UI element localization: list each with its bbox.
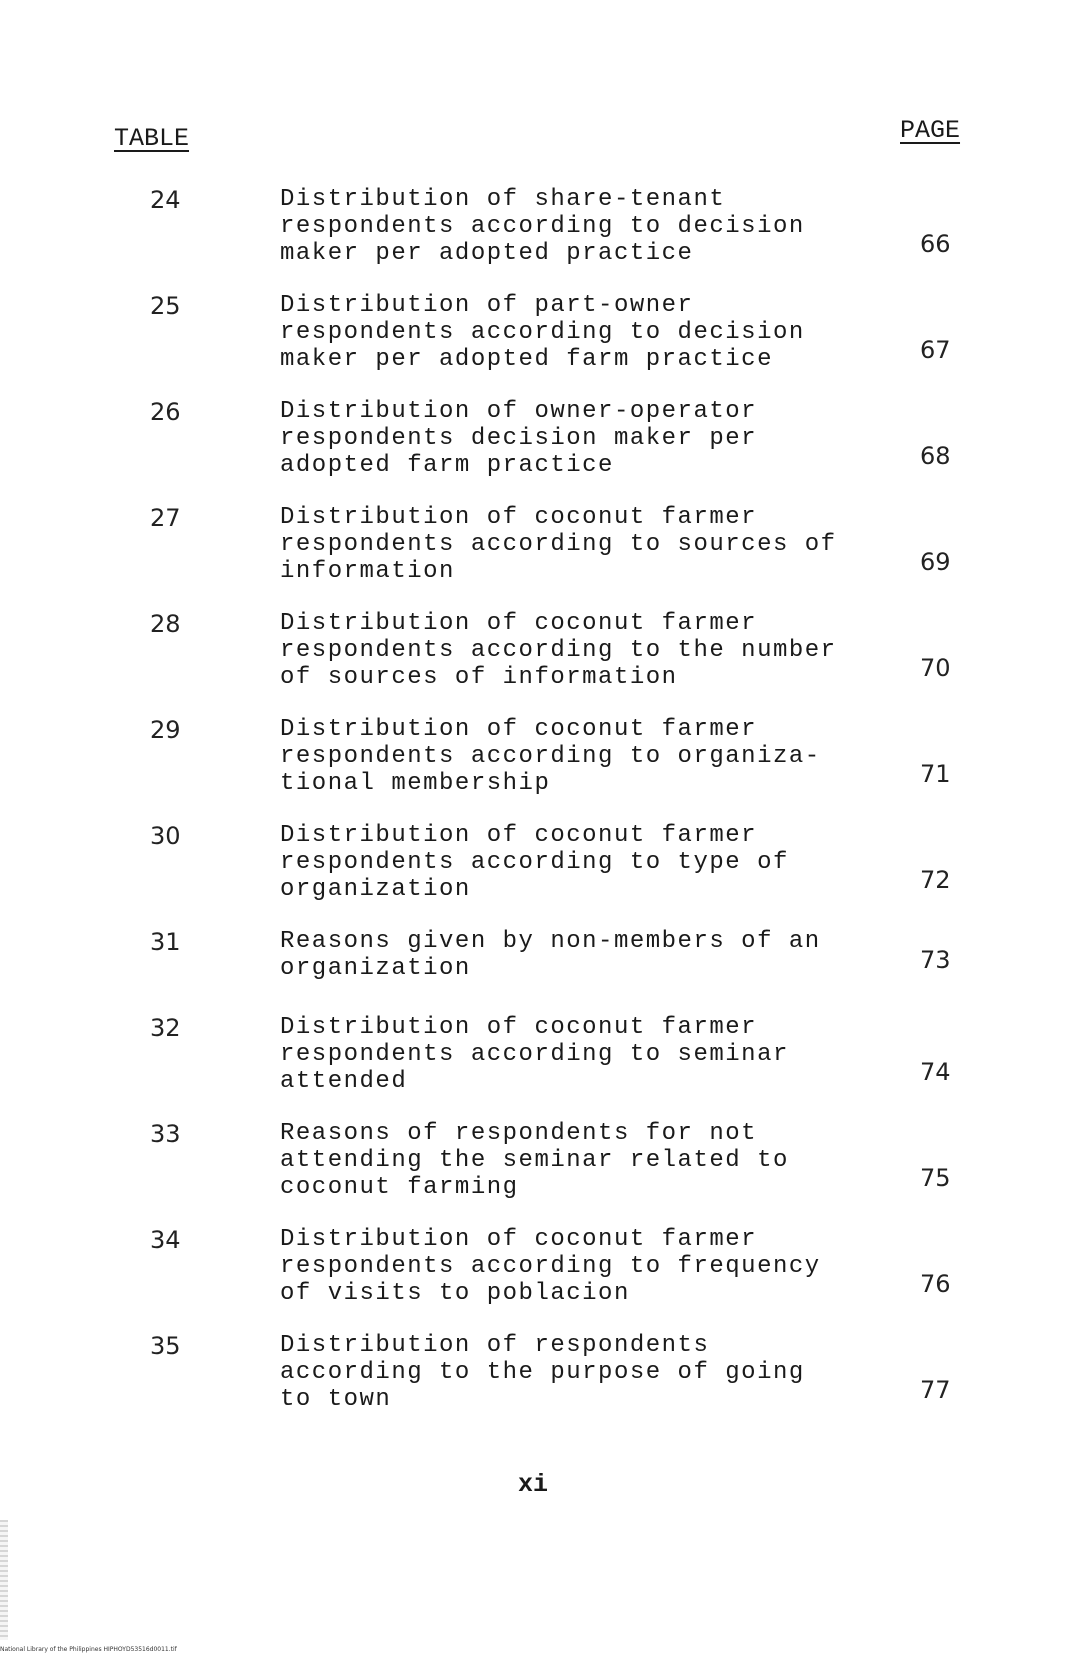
table-description: Distribution of owner-operator respondents decision maker per adopted farm practice [280, 398, 758, 479]
table-description: Distribution of share-tenant respondents according to decision maker per adopted practice [280, 186, 805, 267]
table-description: Reasons of respondents for not attending the seminar related to coconut farming [280, 1120, 789, 1201]
page-number: 66 [920, 230, 951, 258]
table-description: Distribution of part-owner respondents according to decision maker per adopted farm practice [280, 292, 805, 373]
table-column-heading: TABLE [114, 124, 190, 153]
table-number: 34 [150, 1226, 181, 1254]
page-number: 71 [920, 760, 951, 788]
table-description: Distribution of coconut farmer respondents according to frequency of visits to poblacion [280, 1226, 821, 1307]
table-number: 35 [150, 1332, 181, 1360]
table-number: 31 [150, 928, 181, 956]
table-description: Distribution of respondents according to the purpose of going to town [280, 1332, 805, 1413]
table-description: Distribution of coconut farmer respondents according to seminar attended [280, 1014, 789, 1095]
table-number: 28 [150, 610, 181, 638]
table-number: 33 [150, 1120, 181, 1148]
table-number: 24 [150, 186, 181, 214]
table-number: 29 [150, 716, 181, 744]
page-number: 76 [920, 1270, 951, 1298]
page-number: 77 [920, 1376, 951, 1404]
page-number: 75 [920, 1164, 951, 1192]
page-number: 74 [920, 1058, 951, 1086]
page-number: 67 [920, 336, 951, 364]
page-number: 72 [920, 866, 951, 894]
table-number: 30 [150, 822, 181, 850]
scan-edge-artifact [0, 1520, 8, 1640]
table-number: 27 [150, 504, 181, 532]
table-description: Distribution of coconut farmer respondents according to organiza- tional membership [280, 716, 821, 797]
table-number: 26 [150, 398, 181, 426]
table-description: Distribution of coconut farmer respondents according to sources of information [280, 504, 837, 585]
table-number: 32 [150, 1014, 181, 1042]
table-description: Distribution of coconut farmer respondents according to type of organization [280, 822, 789, 903]
page-number: 73 [920, 946, 951, 974]
scan-source-label: National Library of the Philippines HIPHOYD53516d0011.tif [0, 1646, 177, 1653]
page-number: 68 [920, 442, 951, 470]
page-number: 69 [920, 548, 951, 576]
table-description: Distribution of coconut farmer respondents according to the number of sources of information [280, 610, 837, 691]
table-number: 25 [150, 292, 181, 320]
folio-page-number: xi [518, 1470, 549, 1499]
page-number: 70 [920, 654, 951, 682]
table-description: Reasons given by non-members of an organization [280, 928, 821, 982]
page-column-heading: PAGE [900, 116, 961, 145]
